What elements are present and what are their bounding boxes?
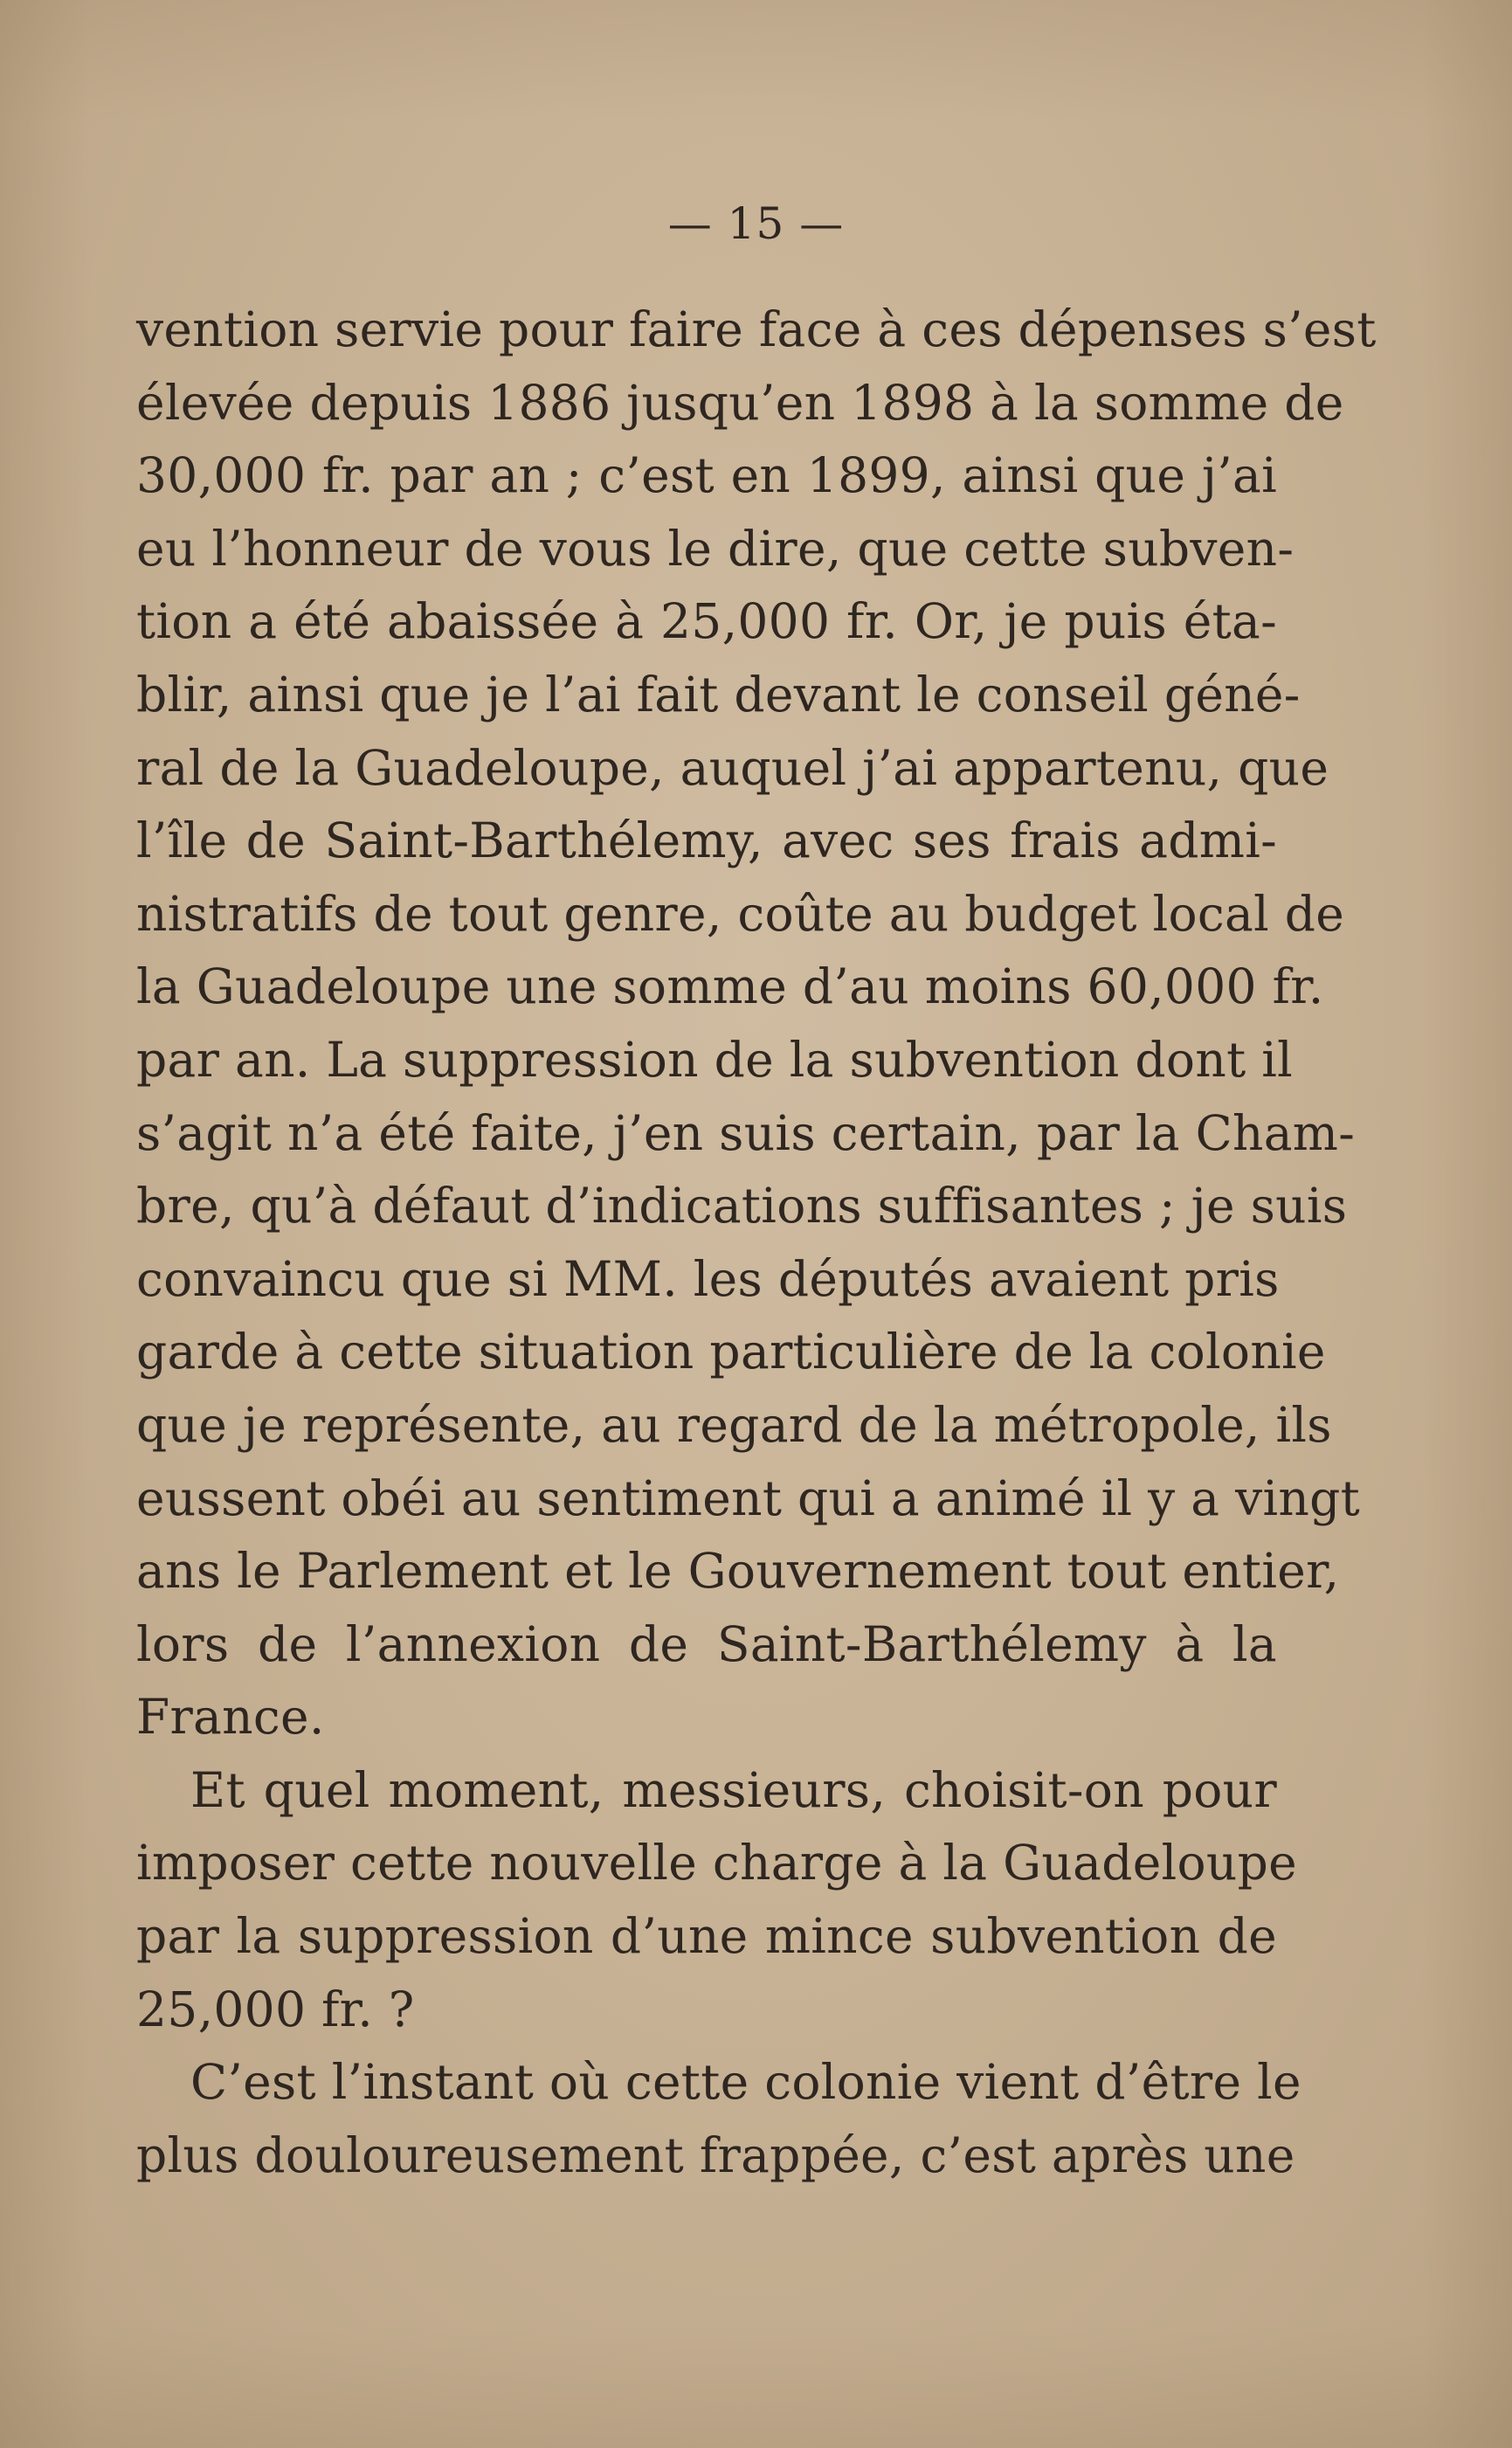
text-line: convaincu que si MM. les députés avaient pris xyxy=(136,1250,1280,1307)
text-line: nistratifs de tout genre, coûte au budget local de xyxy=(136,885,1345,942)
text-line: C’est l’instant où cette colonie vient d’être le xyxy=(190,2054,1301,2111)
text-line: l’île de Saint-Barthélemy, avec ses frais admi- xyxy=(136,813,1277,869)
text-line: 30,000 fr. par an ; c’est en 1899, ainsi que j’ai xyxy=(136,447,1277,504)
text-line: par la suppression d’une mince subvention de xyxy=(136,1908,1277,1965)
text-line: élevée depuis 1886 jusqu’en 1898 à la somme de xyxy=(136,374,1344,431)
text-line: la Guadeloupe une somme d’au moins 60,000 fr. xyxy=(136,958,1324,1015)
text-line: lors de l’annexion de Saint-Barthélemy à la xyxy=(136,1615,1277,1672)
text-line: bre, qu’à défaut d’indications suffisantes ; je suis xyxy=(136,1178,1348,1234)
text-line: que je représente, au regard de la métropole, ils xyxy=(136,1396,1332,1453)
page-number: — 15 — xyxy=(667,198,845,249)
text-line: par an. La suppression de la subvention dont il xyxy=(136,1031,1294,1088)
text-line: tion a été abaissée à 25,000 fr. Or, je puis éta- xyxy=(136,593,1277,650)
text-line: Et quel moment, messieurs, choisit-on pour xyxy=(190,1761,1277,1818)
text-line: garde à cette situation particulière de la colonie xyxy=(136,1324,1326,1380)
text-line: blir, ainsi que je l’ai fait devant le conseil géné- xyxy=(136,666,1301,723)
body-text xyxy=(136,294,1377,2192)
text-line: 25,000 fr. ? xyxy=(136,1981,415,2037)
text-line: s’agit n’a été faite, j’en suis certain, par la Cham- xyxy=(136,1104,1356,1161)
text-line: France. xyxy=(136,1689,325,1746)
text-line: plus douloureusement frappée, c’est après une xyxy=(136,2126,1295,2183)
text-line: ans le Parlement et le Gouvernement tout entier, xyxy=(136,1543,1340,1600)
text-line: imposer cette nouvelle charge à la Guadeloupe xyxy=(136,1835,1297,1891)
text-line: vention servie pour faire face à ces dépenses s’est xyxy=(136,301,1377,357)
text-line: eu l’honneur de vous le dire, que cette subven- xyxy=(136,520,1295,577)
text-line: eussent obéi au sentiment qui a animé il y a vingt xyxy=(136,1469,1361,1526)
text-line: ral de la Guadeloupe, auquel j’ai appartenu, que xyxy=(136,739,1329,796)
